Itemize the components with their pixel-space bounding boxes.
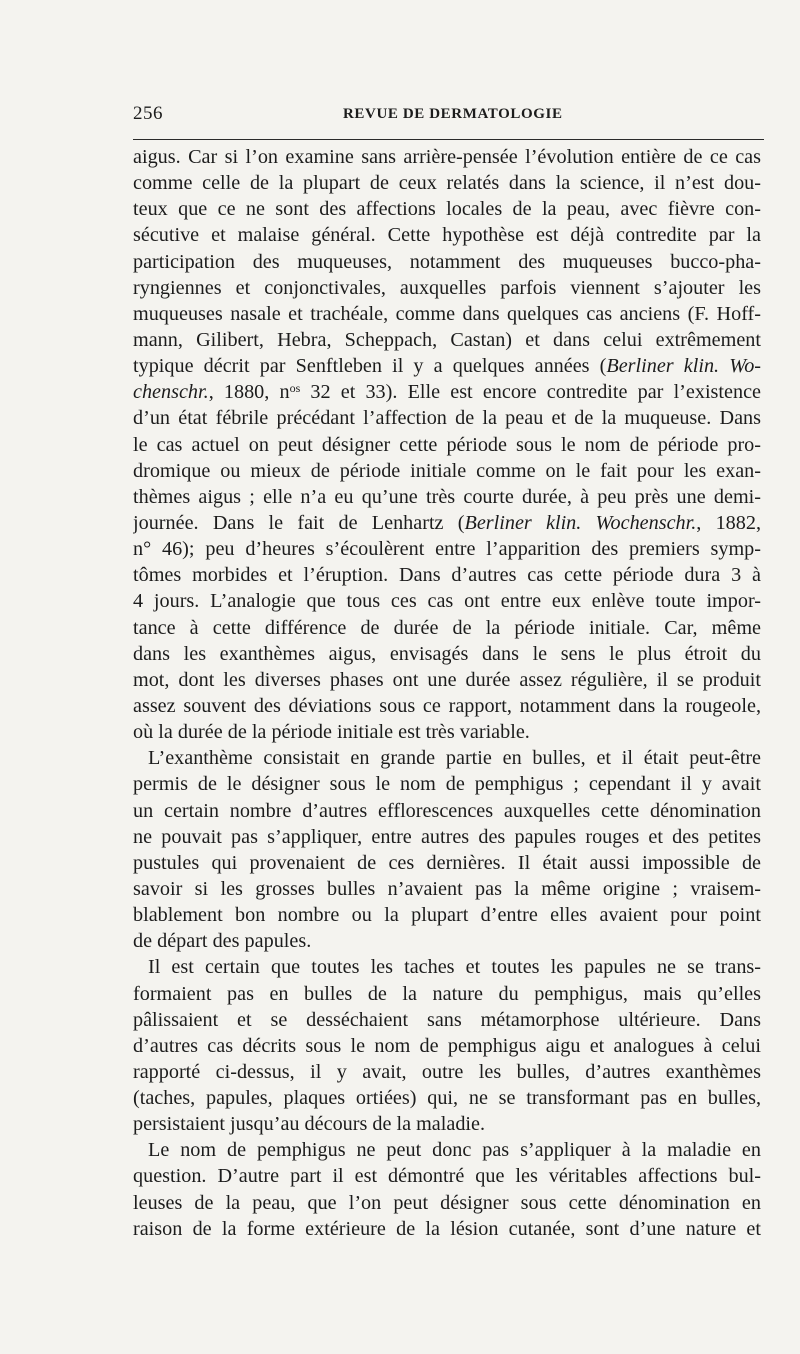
text-line [133, 1137, 761, 1163]
text-line [133, 1163, 761, 1189]
text-run: où la durée de la période initiale est très variable. [133, 721, 530, 744]
text-line [133, 1111, 761, 1137]
text-run: muqueuses nasale et trachéale, comme dans quelques cas anciens (F. Hoff- [133, 302, 761, 325]
text-run: sécutive et malaise général. Cette hypothèse est déjà contredite par la [133, 224, 761, 247]
italic-citation: Berliner klin. Wochenschr. [464, 511, 697, 534]
running-title: REVUE DE DERMATOLOGIE [343, 106, 563, 122]
text-line [133, 170, 761, 196]
text-run: ryngiennes et conjonctivales, auxquelles parfois viennent s’ajouter les [133, 276, 761, 299]
header-rule [133, 139, 764, 140]
text-run: question. D’autre part il est démontré que les véritables affections bul- [133, 1165, 761, 1188]
text-line [133, 353, 761, 379]
text-line [133, 641, 761, 667]
text-line [133, 1007, 761, 1033]
text-line [133, 798, 761, 824]
text-line [133, 588, 761, 614]
text-line [133, 536, 761, 562]
text-run: 4 jours. L’analogie que tous ces cas ont entre eux enlève toute impor- [133, 590, 761, 613]
text-line [133, 771, 761, 797]
text-run: leuses de la peau, que l’on peut désigner sous cette dénomination en [133, 1191, 761, 1214]
text-run: rapporté ci-dessus, il y avait, outre les bulles, d’autres exanthèmes [133, 1060, 761, 1083]
text-run: aigus. Car si l’on examine sans arrière-pensée l’évolution entière de ce cas [133, 146, 761, 168]
text-line [133, 876, 761, 902]
text-run: , 1880, n [208, 381, 290, 404]
text-run: , 1882, [696, 511, 761, 534]
text-line [133, 432, 761, 458]
page-header [133, 103, 763, 127]
text-run: (taches, papules, plaques ortiées) qui, ne se transformant pas en bulles, [133, 1087, 761, 1110]
text-run: persistaient jusqu’au décours de la maladie. [133, 1113, 486, 1136]
text-run: assez souvent des déviations sous ce rapport, notamment dans la rougeole, [133, 694, 761, 717]
text-line [133, 144, 761, 170]
text-line [133, 615, 761, 641]
text-line [133, 1190, 761, 1216]
text-run: thèmes aigus ; elle n’a eu qu’une très courte durée, à peu près une demi- [133, 485, 761, 508]
text-run: Il est certain que toutes les taches et toutes les papules ne se trans- [148, 956, 761, 979]
text-run: comme celle de la plupart de ceux relatés dans la science, il n’est dou- [133, 172, 761, 195]
text-run: savoir si les grosses bulles n’avaient pas la même origine ; vraisem- [133, 877, 761, 900]
text-run: dromique ou mieux de période initiale comme on le fait pour les exan- [133, 459, 761, 482]
italic-citation: Berliner klin. Wo- [606, 355, 761, 378]
text-run: permis de le désigner sous le nom de pemphigus ; cependant il y avait [133, 773, 761, 796]
text-line [133, 484, 761, 510]
text-run: journée. Dans le fait de Lenhartz ( [133, 511, 465, 534]
text-line [133, 510, 761, 536]
text-run: dans les exanthèmes aigus, envisagés dans le sens le plus étroit du [133, 642, 761, 665]
italic-citation: chenschr. [133, 381, 209, 404]
text-run: d’un état fébrile précédant l’affection de la peau et de la muqueuse. Dans [133, 407, 761, 430]
text-run: blablement bon nombre ou la plupart d’entre elles avaient pour point [133, 904, 761, 927]
text-line [133, 275, 761, 301]
text-run: pustules qui provenaient de ces dernières. Il était aussi impossible de [133, 851, 761, 874]
text-run: tômes morbides et l’éruption. Dans d’autres cas cette période dura 3 à [133, 564, 761, 587]
text-run: mann, Gilibert, Hebra, Scheppach, Castan) et dans celui extrêmement [133, 328, 761, 351]
text-line [133, 745, 761, 771]
text-line [133, 850, 761, 876]
text-line [133, 1085, 761, 1111]
text-run: mot, dont les diverses phases ont une durée assez régulière, il se produit [133, 668, 761, 691]
text-line [133, 1059, 761, 1085]
text-run: typique décrit par Senftleben il y a quelques années ( [133, 355, 607, 378]
body-text [133, 144, 761, 1242]
text-line [133, 824, 761, 850]
text-line [133, 458, 761, 484]
text-run: tance à cette différence de durée de la période initiale. Car, même [133, 616, 761, 639]
text-line [133, 249, 761, 275]
text-run: pâlissaient et se desséchaient sans métamorphose ultérieure. Dans [133, 1008, 761, 1031]
text-line [133, 327, 761, 353]
text-run: ne pouvait pas s’appliquer, entre autres des papules rouges et des petites [133, 825, 761, 848]
text-run: formaient pas en bulles de la nature du pemphigus, mais qu’elles [133, 982, 761, 1005]
text-line [133, 954, 761, 980]
page-number: 256 [133, 103, 163, 124]
superscript: os [289, 381, 301, 396]
text-line [133, 379, 761, 405]
text-run: participation des muqueuses, notamment des muqueuses bucco-pha- [133, 250, 761, 273]
text-line [133, 902, 761, 928]
text-run: 32 et 33). Elle est encore contredite par l’existence [300, 381, 761, 404]
text-run: d’autres cas décrits sous le nom de pemphigus aigu et analogues à celui [133, 1034, 761, 1057]
text-line [133, 562, 761, 588]
text-line [133, 1033, 761, 1059]
text-line [133, 928, 761, 954]
text-line [133, 196, 761, 222]
text-run: teux que ce ne sont des affections locales de la peau, avec fièvre con- [133, 198, 761, 221]
text-run: de départ des papules. [133, 930, 312, 953]
text-run: n° 46); peu d’heures s’écoulèrent entre l’apparition des premiers symp- [133, 538, 761, 561]
text-line [133, 405, 761, 431]
text-run: Le nom de pemphigus ne peut donc pas s’appliquer à la maladie en [148, 1139, 761, 1162]
text-line [133, 719, 761, 745]
text-run: un certain nombre d’autres efflorescences auxquelles cette dénomination [133, 799, 761, 822]
text-run: raison de la forme extérieure de la lésion cutanée, sont d’une nature et [133, 1217, 761, 1240]
text-line [133, 1216, 761, 1242]
text-line [133, 301, 761, 327]
text-run: L’exanthème consistait en grande partie en bulles, et il était peut-être [148, 747, 761, 770]
text-line [133, 693, 761, 719]
text-line [133, 981, 761, 1007]
text-line [133, 222, 761, 248]
text-run: le cas actuel on peut désigner cette période sous le nom de période pro- [133, 433, 761, 456]
text-line [133, 667, 761, 693]
